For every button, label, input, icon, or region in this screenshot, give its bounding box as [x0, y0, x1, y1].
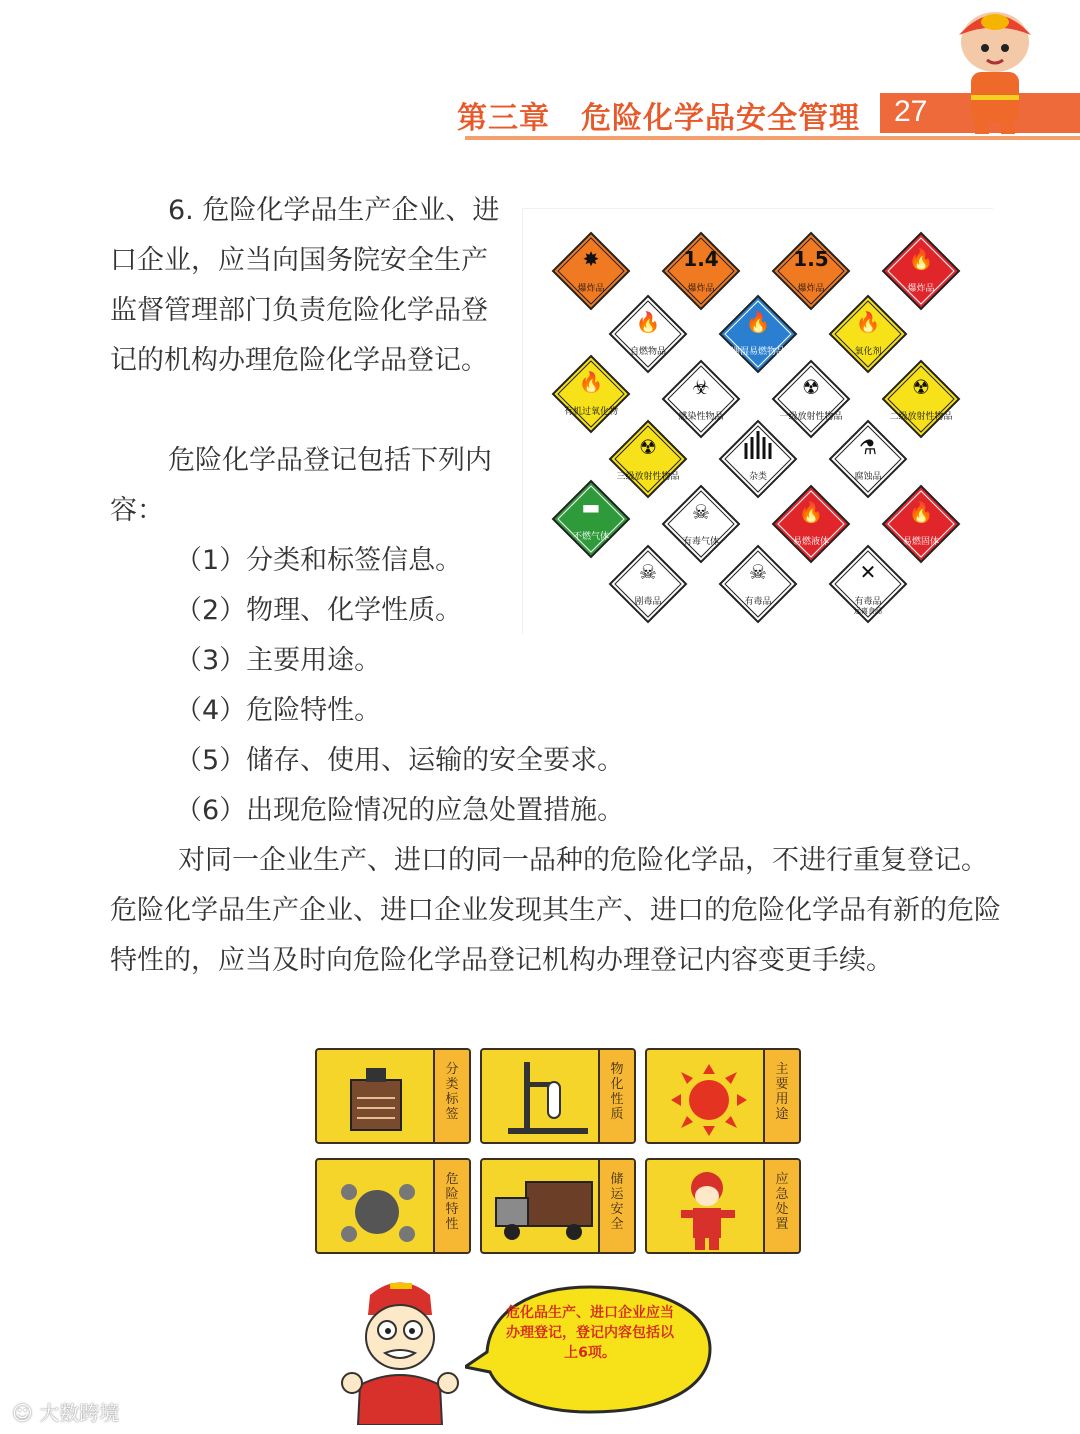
hazard-sign-sublabel: 远离食品: [854, 607, 882, 615]
biohazard-icon: ☣: [692, 375, 710, 399]
hazard-sign-label: 二级放射性物品: [889, 412, 953, 422]
info-tile: [315, 1158, 471, 1254]
page-number: 27: [894, 95, 928, 128]
flame-icon: 🔥: [635, 310, 661, 334]
registration-tiles: [315, 1048, 800, 1253]
hazard-sign-label: 一级放射性物品: [779, 412, 843, 422]
hazard-sign-number: 1.4: [683, 247, 719, 271]
paragraph-registration: [110, 186, 500, 386]
paragraph-contents-intro-text: 危险化学品登记包括下列内容：: [110, 445, 492, 526]
flame-icon: 🔥: [745, 310, 771, 334]
crossed-wheat-icon: ✕: [859, 560, 877, 584]
info-tile-label: 应急处置: [775, 1172, 789, 1232]
cartoon-worker-icon: [330, 1275, 470, 1425]
paragraph-registration-text: 6. 危险化学品生产企业、进口企业，应当向国务院安全生产监督管理部门负责危险化学品登记的机构办理危险化学品登记。: [110, 195, 500, 376]
hazard-sign-label: 有机过氧化物: [563, 407, 618, 417]
hazard-signs-panel: [522, 208, 993, 634]
hazard-sign-label: 爆炸品: [907, 284, 935, 294]
hazard-sign-label: 易燃固体: [902, 537, 939, 547]
hazard-sign-label: 不燃气体: [572, 532, 609, 542]
hazard-sign-label: 腐蚀品: [854, 472, 882, 482]
info-tile-label: 主要用途: [775, 1062, 789, 1122]
hazard-sign: [828, 544, 908, 624]
paragraph-no-duplicate: [110, 836, 1010, 986]
flame-icon: 🔥: [908, 500, 934, 524]
info-tile-label: 分类标签: [445, 1062, 459, 1122]
firefighter-mascot-icon: [945, 0, 1045, 135]
skull-icon: ☠: [692, 500, 710, 524]
hazard-sign-label: 爆炸品: [687, 284, 715, 294]
hazard-sign-label: 有毒气体: [682, 537, 719, 547]
info-tile-label: 危险特性: [445, 1172, 459, 1232]
paragraph-contents-intro: [110, 436, 500, 536]
hazard-sign-label: 易燃液体: [792, 537, 829, 547]
speech-bubble-text: 危化品生产、进口企业应当办理登记，登记内容包括以上6项。: [506, 1305, 674, 1361]
radiation-icon: ☢: [639, 435, 657, 459]
chapter-title: 第三章 危险化学品安全管理: [457, 101, 860, 136]
hazard-sign-label: 三级放射性物品: [616, 472, 680, 482]
info-tile: [645, 1158, 801, 1254]
page-header: [0, 0, 1080, 150]
flame-icon: 🔥: [908, 247, 934, 271]
firefighter-icon: [651, 1162, 765, 1250]
lab-stand-icon: [486, 1052, 600, 1140]
info-tile: [480, 1048, 636, 1144]
bottle-icon: [321, 1052, 435, 1140]
hazard-sign-label: 氧化剂: [854, 347, 882, 357]
explosion-cloud-icon: [321, 1162, 435, 1250]
arrows-outward-icon: [651, 1052, 765, 1140]
hazard-sign-label: 有毒品: [854, 597, 882, 607]
info-tile-label: 储运安全: [610, 1172, 624, 1232]
explosion-icon: ✸: [582, 247, 600, 271]
cylinder-icon: ▬: [581, 495, 601, 519]
list-item: （1）分类和标签信息。: [175, 545, 463, 576]
info-tile: [480, 1158, 636, 1254]
paragraph-no-duplicate-text: 对同一企业生产、进口的同一品种的危险化学品，不进行重复登记。危险化学品生产企业、进口企业发现其生产、进口的危险化学品有新的危险特性的，应当及时向危险化学品登记机构办理登记内容变更手续。: [110, 845, 1001, 976]
info-tile-label: 物化性质: [610, 1062, 624, 1122]
hazard-sign-label: 爆炸品: [797, 284, 825, 294]
flame-over-circle-icon: 🔥: [578, 370, 604, 394]
tanker-truck-icon: [486, 1162, 600, 1250]
watermark-icon: ☺: [12, 1401, 33, 1425]
hazard-sign-label: 有毒品: [744, 597, 772, 607]
hazard-sign-label: 杂类: [748, 472, 767, 482]
watermark-text: 大数跨境: [39, 1401, 120, 1425]
hazard-sign-label: 自燃物品: [629, 347, 666, 357]
header-divider: [465, 136, 1080, 140]
corrosive-icon: ⚗: [859, 435, 877, 459]
hazard-sign: [608, 544, 688, 624]
list-item: （6）出现危险情况的应急处置措施。: [175, 795, 625, 826]
list-item: （2）物理、化学性质。: [175, 595, 463, 626]
watermark-logo: [12, 1397, 119, 1426]
radiation-icon: ☢: [912, 375, 930, 399]
list-item: （4）危险特性。: [175, 695, 382, 726]
flame-over-circle-icon: 🔥: [855, 310, 881, 334]
hazard-sign-label: 遇湿易燃物品: [730, 347, 785, 357]
hazard-sign-label: 爆炸品: [577, 284, 605, 294]
skull-icon: ☠: [749, 560, 767, 584]
flame-icon: 🔥: [798, 500, 824, 524]
hazard-sign: [718, 544, 798, 624]
skull-icon: ☠: [639, 560, 657, 584]
hazard-sign-number: 1.5: [793, 247, 829, 271]
hazard-sign-label: 剧毒品: [634, 597, 662, 607]
info-tile: [315, 1048, 471, 1144]
radiation-icon: ☢: [802, 375, 820, 399]
list-item: （5）储存、使用、运输的安全要求。: [175, 745, 625, 776]
hazard-sign-label: 感染性物品: [678, 412, 724, 422]
list-item: （3）主要用途。: [175, 645, 382, 676]
info-tile: [645, 1048, 801, 1144]
